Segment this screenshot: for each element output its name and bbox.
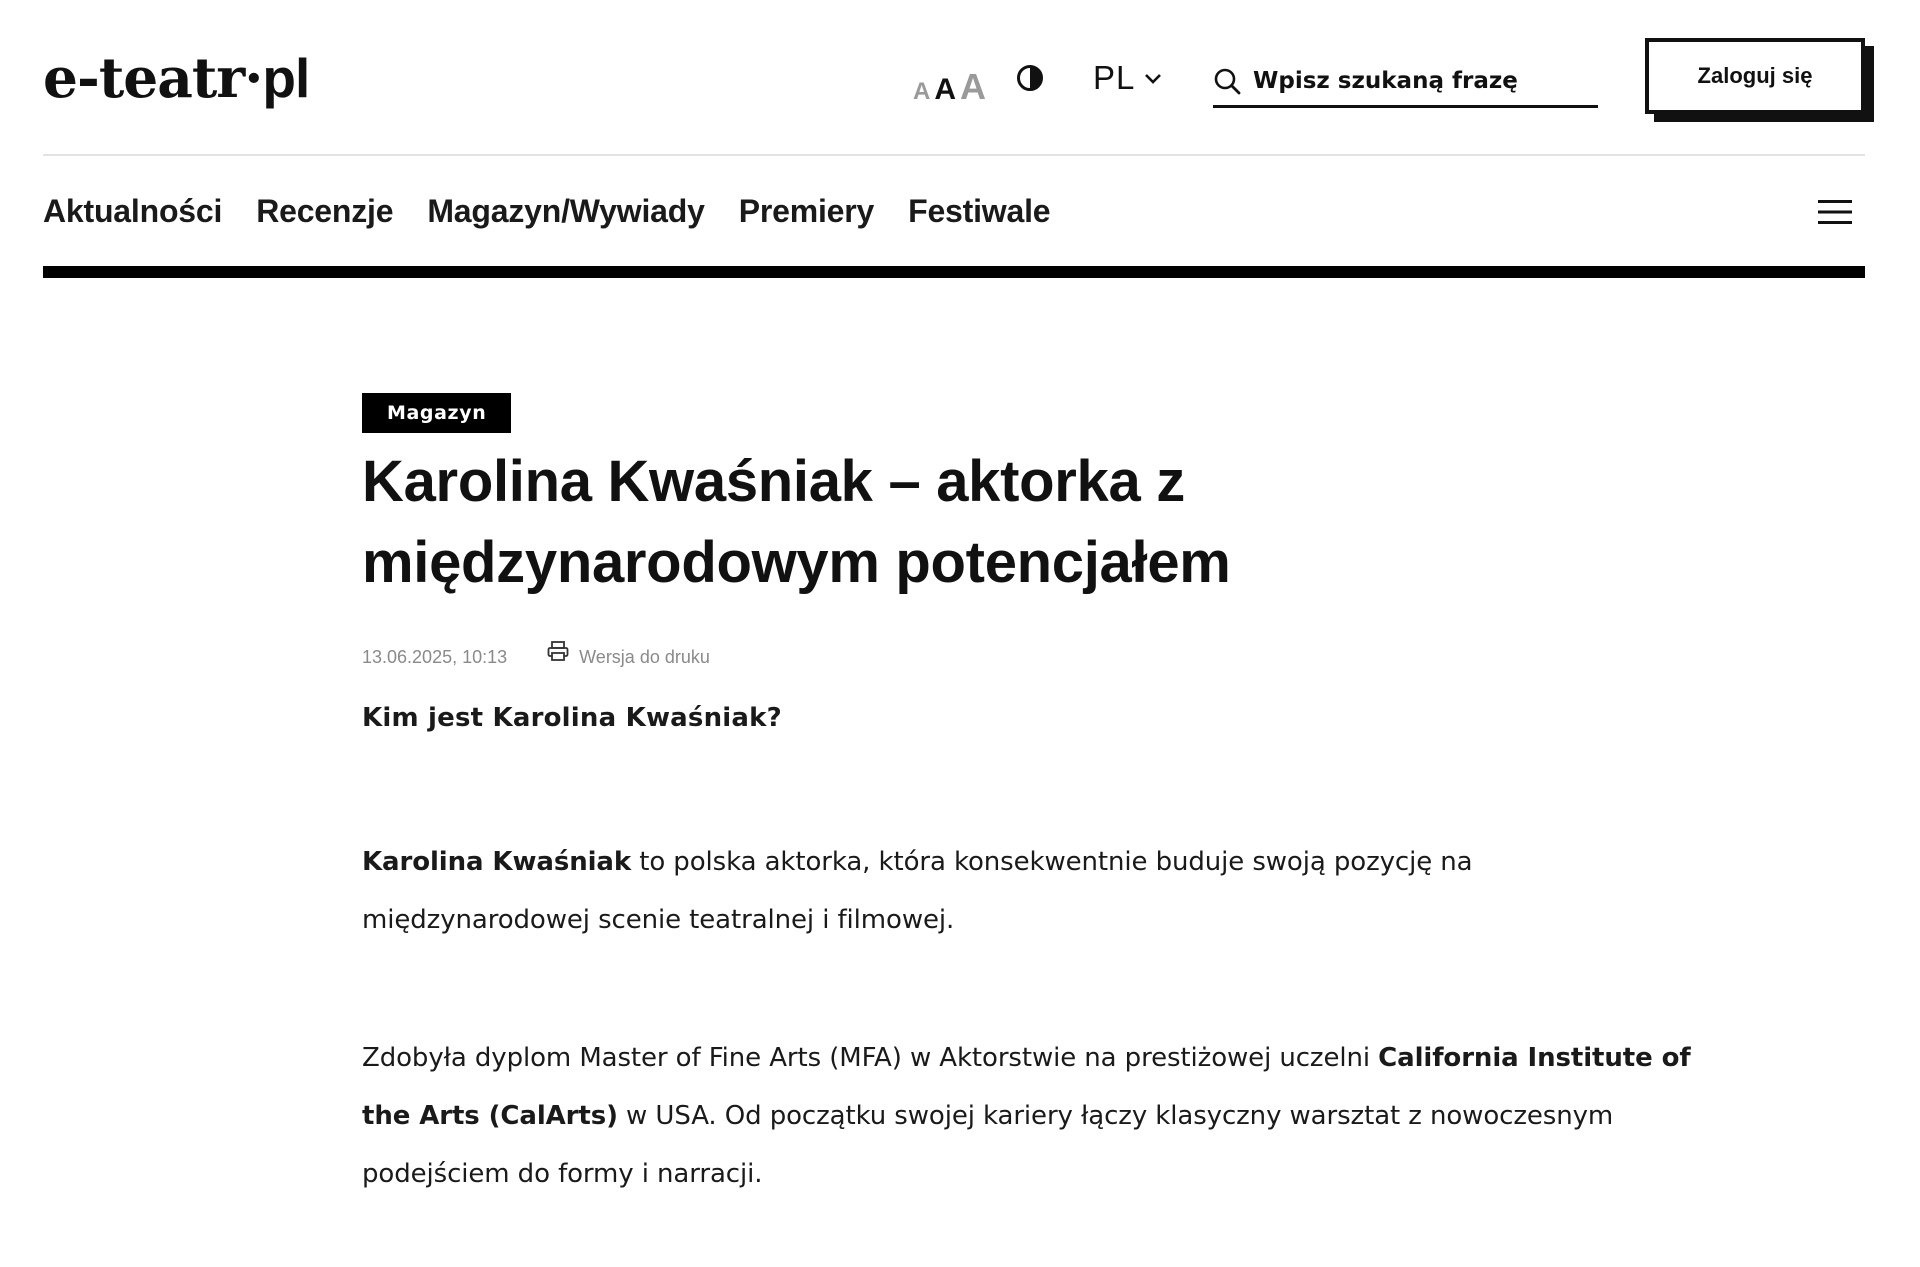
paragraph-2-bold: California Institute of the Arts (CalArts): [362, 1043, 1691, 1131]
article-paragraph-2: [362, 1029, 1692, 1203]
login-button[interactable]: Zaloguj się: [1645, 38, 1865, 114]
main-nav: [43, 186, 1050, 236]
header-divider: [43, 154, 1865, 156]
paragraph-1-text: to polska aktorka, która konsekwentnie buduje swoją pozycję na międzynarodowej scenie teatralnej i filmowej.: [362, 847, 1473, 935]
chevron-down-icon: [1143, 71, 1163, 85]
search-box: [1213, 57, 1598, 108]
font-size-large-button[interactable]: A: [960, 66, 987, 107]
logo-dot: ·: [244, 45, 263, 110]
print-version-label: Wersja do druku: [579, 646, 710, 667]
search-icon[interactable]: [1213, 67, 1241, 95]
nav-item-recenzje[interactable]: Recenzje: [256, 192, 394, 229]
font-size-small-button[interactable]: A: [913, 78, 931, 105]
login-button-wrapper: [1645, 38, 1865, 114]
article-paragraph-1: [362, 833, 1692, 949]
paragraph-1-bold: Karolina Kwaśniak: [362, 847, 632, 877]
font-size-medium-button[interactable]: A: [934, 73, 957, 106]
article-meta: [362, 643, 1742, 671]
contrast-toggle-icon[interactable]: [1016, 64, 1044, 92]
nav-item-magazyn-wywiady[interactable]: Magazyn/Wywiady: [427, 192, 705, 229]
logo-suffix: pl: [262, 47, 310, 109]
nav-bottom-bar: [43, 266, 1865, 278]
paragraph-2-text-after: w USA. Od początku swojej kariery łączy klasyczny warsztat z nowoczesnym podejściem do formy i narracji.: [362, 1101, 1614, 1189]
font-size-controls: [913, 55, 986, 105]
search-input[interactable]: [1253, 68, 1583, 94]
site-logo[interactable]: [43, 45, 310, 110]
printer-icon: [547, 640, 569, 662]
category-badge[interactable]: Magazyn: [362, 393, 511, 433]
site-header: [43, 0, 1865, 155]
article: [362, 393, 1742, 1229]
hamburger-menu-icon[interactable]: [1818, 198, 1852, 226]
language-label: PL: [1093, 59, 1136, 96]
article-title: Karolina Kwaśniak – aktorka z międzynarodowym potencjałem: [362, 449, 1231, 595]
logo-main: e-teatr: [43, 45, 245, 110]
print-version-link[interactable]: [547, 646, 710, 668]
article-lead: Kim jest Karolina Kwaśniak?: [362, 703, 782, 733]
nav-item-festiwale[interactable]: Festiwale: [908, 192, 1051, 229]
nav-item-aktualnosci[interactable]: Aktualności: [43, 192, 223, 229]
nav-item-premiery[interactable]: Premiery: [738, 192, 875, 229]
paragraph-2-text-before: Zdobyła dyplom Master of Fine Arts (MFA) w Aktorstwie na prestiżowej uczelni: [362, 1043, 1379, 1073]
language-selector[interactable]: [1093, 58, 1163, 98]
article-date: 13.06.2025, 10:13: [362, 646, 508, 667]
